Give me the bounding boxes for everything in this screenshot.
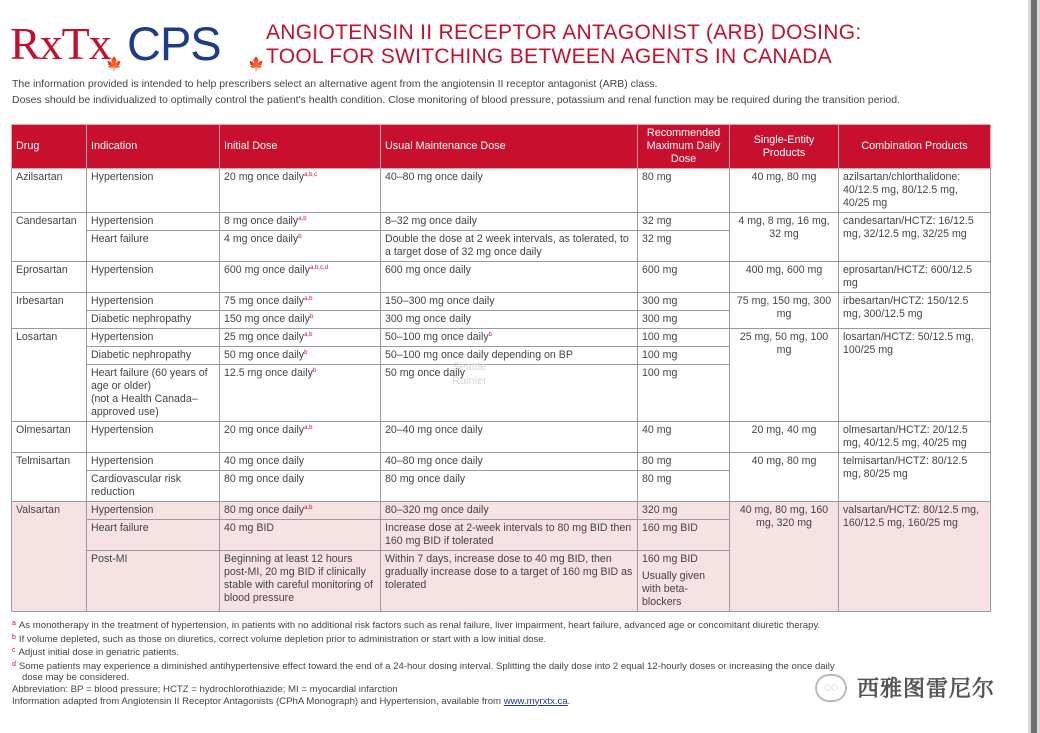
indication: Heart failure (60 years of age or older) (not a Health Canada–approved use) (87, 365, 220, 422)
table-row (12, 453, 991, 471)
maintenance-dose: Double the dose at 2 week intervals, as tolerated, to a target dose of 32 mg once daily (381, 231, 638, 262)
maintenance-dose: 8–32 mg once daily (381, 213, 638, 231)
intro-text (12, 76, 1022, 108)
table-row (12, 502, 991, 520)
combination: irbesartan/HCTZ: 150/12.5 mg, 300/12.5 mg (839, 293, 991, 329)
maintenance-dose: 150–300 mg once daily (381, 293, 638, 311)
table-row (12, 262, 991, 293)
footnote-b: $^b$ If volume depleted, such as those on diuretics, correct volume depletion prior to administration or start with a low initial dose. (12, 633, 547, 645)
combination: olmesartan/HCTZ: 20/12.5 mg, 40/12.5 mg, 40/25 mg (839, 422, 991, 453)
max-dose: 80 mg (638, 453, 730, 471)
maintenance-dose: 40–80 mg once daily (381, 169, 638, 213)
drug-name: Telmisartan (12, 453, 87, 502)
initial-dose: 25 mg once daily$^{a,b}$ (220, 329, 381, 347)
header-drug: Drug (12, 125, 87, 169)
max-dose: 320 mg (638, 502, 730, 520)
single-entity: 75 mg, 150 mg, 300 mg (730, 293, 839, 329)
table-header-row (12, 125, 991, 169)
drug-name: Azilsartan (12, 169, 87, 213)
combination: azilsartan/chlorthalidone: 40/12.5 mg, 80/12.5 mg, 40/25 mg (839, 169, 991, 213)
drug-name: Losartan (12, 329, 87, 422)
logo-cps: CPS (127, 17, 221, 70)
maintenance-dose: 80–320 mg once daily (381, 502, 638, 520)
max-dose: 160 mg BID (638, 520, 730, 551)
initial-dose: 8 mg once daily$^{a,b}$ (220, 213, 381, 231)
single-entity: 25 mg, 50 mg, 100 mg (730, 329, 839, 422)
rxtx-cps-logo (10, 16, 265, 72)
max-dose: 32 mg (638, 213, 730, 231)
initial-dose: 50 mg once daily$^b$ (220, 347, 381, 365)
indication: Heart failure (87, 231, 220, 262)
drug-name: Eprosartan (12, 262, 87, 293)
indication: Diabetic nephropathy (87, 347, 220, 365)
single-entity: 40 mg, 80 mg (730, 169, 839, 213)
indication: Hypertension (87, 422, 220, 453)
initial-dose: 80 mg once daily (220, 471, 381, 502)
indication: Hypertension (87, 329, 220, 347)
indication: Post-MI (87, 551, 220, 612)
intro-line-2: Doses should be individualized to optimally control the patient's health condition. Close monitoring of blood pressure, potassium and renal function may be required during the transition period. (12, 94, 901, 106)
drug-name: Valsartan (12, 502, 87, 612)
single-entity: 20 mg, 40 mg (730, 422, 839, 453)
header-indication: Indication (87, 125, 220, 169)
single-entity: 40 mg, 80 mg (730, 453, 839, 502)
maple-leaf-icon: 🍁 (106, 56, 123, 71)
drug-name: Candesartan (12, 213, 87, 262)
header-initial-dose: Initial Dose (220, 125, 381, 169)
maintenance-dose: 50–100 mg once daily$^b$ (381, 329, 638, 347)
table-row (12, 422, 991, 453)
header-single-entity: Single-Entity Products (730, 125, 839, 169)
max-dose: 80 mg (638, 169, 730, 213)
title-line-2: TOOL FOR SWITCHING BETWEEN AGENTS IN CANADA (266, 45, 832, 68)
initial-dose: 150 mg once daily$^b$ (220, 311, 381, 329)
max-dose: 600 mg (638, 262, 730, 293)
indication: Hypertension (87, 262, 220, 293)
initial-dose: 75 mg once daily$^{a,b}$ (220, 293, 381, 311)
vertical-scrollbar[interactable] (1028, 0, 1040, 733)
max-dose: 40 mg (638, 422, 730, 453)
watermark-text: 西雅图雷尼尔 (857, 676, 996, 701)
header-maintenance-dose: Usual Maintenance Dose (381, 125, 638, 169)
single-entity: 4 mg, 8 mg, 16 mg, 32 mg (730, 213, 839, 262)
maintenance-dose: Within 7 days, increase dose to 40 mg BID, then gradually increase dose to a target of 160 mg BID as tolerated (381, 551, 638, 612)
initial-dose: 80 mg once daily$^{a,b}$ (220, 502, 381, 520)
maintenance-dose: 40–80 mg once daily (381, 453, 638, 471)
indication: Hypertension (87, 169, 220, 213)
indication: Cardiovascular risk reduction (87, 471, 220, 502)
indication: Diabetic nephropathy (87, 311, 220, 329)
intro-line-1: The information provided is intended to help prescribers select an alternative agent from the angiotensin II receptor antagonist (ARB) class. (12, 78, 658, 90)
max-dose: 32 mg (638, 231, 730, 262)
combination: losartan/HCTZ: 50/12.5 mg, 100/25 mg (839, 329, 991, 422)
max-dose: 100 mg (638, 365, 730, 422)
maintenance-dose: 80 mg once daily (381, 471, 638, 502)
initial-dose: Beginning at least 12 hours post-MI, 20 mg BID if clinically stable with careful monitoring of blood pressure (220, 551, 381, 612)
watermark-faint-text: Seattle Rainier (452, 361, 487, 387)
single-entity: 40 mg, 80 mg, 160 mg, 320 mg (730, 502, 839, 612)
combination: valsartan/HCTZ: 80/12.5 mg, 160/12.5 mg, 160/25 mg (839, 502, 991, 612)
footnote-c: $^c$ Adjust initial dose in geriatric patients. (12, 647, 180, 659)
header-combination: Combination Products (839, 125, 991, 169)
table-row (12, 213, 991, 231)
max-dose: 160 mg BID Usually given with beta-blockers (638, 551, 730, 612)
indication: Hypertension (87, 453, 220, 471)
wechat-watermark (815, 672, 995, 703)
initial-dose: 20 mg once daily$^{a,b}$ (220, 422, 381, 453)
maintenance-dose: 50 mg once daily (381, 365, 638, 422)
single-entity: 400 mg, 600 mg (730, 262, 839, 293)
logo-rxtx: RxTx (10, 18, 111, 69)
initial-dose: 600 mg once daily$^{a,b,c,d}$ (220, 262, 381, 293)
table-row (12, 169, 991, 213)
maintenance-dose: 300 mg once daily (381, 311, 638, 329)
footnote-d-cont: dose may be considered. (22, 672, 130, 684)
scrollbar-thumb[interactable] (1031, 0, 1037, 733)
document-title (266, 21, 861, 69)
initial-dose: 40 mg once daily (220, 453, 381, 471)
source-link[interactable]: www.myrxtx.ca (503, 695, 568, 707)
maple-leaf-icon: 🍁 (248, 56, 265, 71)
source-line: Information adapted from Angiotensin II Receptor Antagonists (CPhA Monograph) and Hypertension, available from www.myrxtx.ca. (12, 695, 571, 707)
maintenance-dose: 50–100 mg once daily depending on BP (381, 347, 638, 365)
combination: candesartan/HCTZ: 16/12.5 mg, 32/12.5 mg, 32/25 mg (839, 213, 991, 262)
initial-dose: 40 mg BID (220, 520, 381, 551)
initial-dose: 12.5 mg once daily$^b$ (220, 365, 381, 422)
drug-name: Olmesartan (12, 422, 87, 453)
max-dose: 100 mg (638, 347, 730, 365)
drug-name: Irbesartan (12, 293, 87, 329)
footnote-d: $^d$ Some patients may experience a diminished antihypertensive effect toward the end of a 24-hour dosing interval. Splitting the daily dose into 2 equal 12-hourly doses or increasing the once daily (12, 660, 835, 672)
combination: telmisartan/HCTZ: 80/12.5 mg, 80/25 mg (839, 453, 991, 502)
footnote-a: $^a$ As monotherapy in the treatment of hypertension, in patients with no additional risk factors such as renal failure, liver impairment, heart failure, advanced age or concomitant diuretic therapy. (12, 620, 821, 631)
max-dose: 300 mg (638, 293, 730, 311)
table-row (12, 329, 991, 347)
indication: Hypertension (87, 213, 220, 231)
maintenance-dose: 20–40 mg once daily (381, 422, 638, 453)
abbreviations: Abbreviation: BP = blood pressure; HCTZ = hydrochlorothiazide; MI = myocardial infarction (12, 683, 398, 695)
max-dose: 100 mg (638, 329, 730, 347)
initial-dose: 20 mg once daily$^{a,b,c}$ (220, 169, 381, 213)
table-row (12, 293, 991, 311)
maintenance-dose: 600 mg once daily (381, 262, 638, 293)
header-max-dose: Recommended Maximum Daily Dose (638, 125, 730, 169)
indication: Hypertension (87, 502, 220, 520)
max-dose: 300 mg (638, 311, 730, 329)
indication: Heart failure (87, 520, 220, 551)
combination: eprosartan/HCTZ: 600/12.5 mg (839, 262, 991, 293)
maintenance-dose: Increase dose at 2-week intervals to 80 mg BID then 160 mg BID if tolerated (381, 520, 638, 551)
arb-dosing-table (11, 124, 991, 612)
max-dose: 80 mg (638, 471, 730, 502)
initial-dose: 4 mg once daily$^b$ (220, 231, 381, 262)
indication: Hypertension (87, 293, 220, 311)
title-line-1: ANGIOTENSIN II RECEPTOR ANTAGONIST (ARB) DOSING: (266, 21, 862, 44)
wechat-icon: ◌◌ (815, 674, 847, 702)
